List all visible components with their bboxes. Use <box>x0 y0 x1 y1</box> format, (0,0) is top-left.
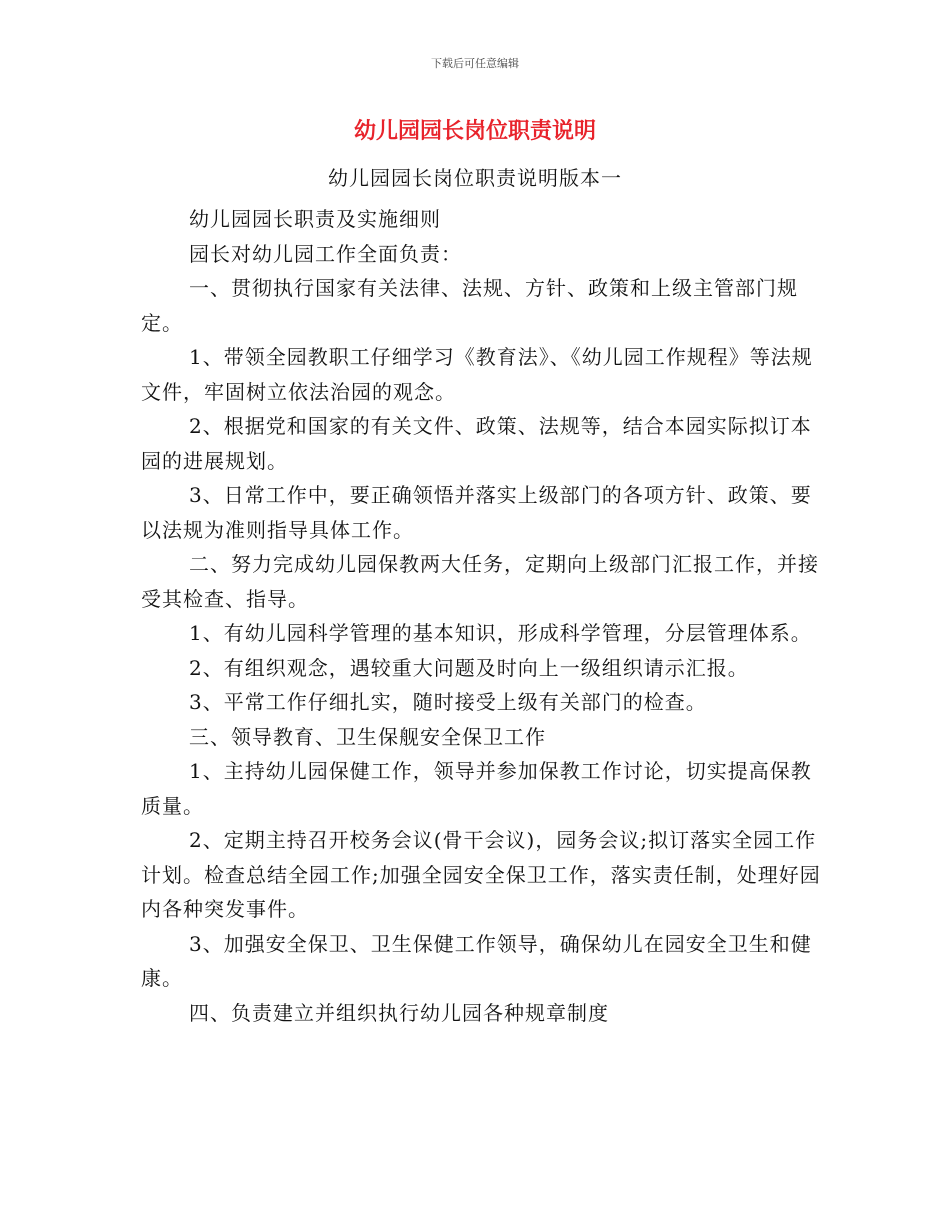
paragraph: 2、有组织观念，遇较重大问题及时向上一级组织请示汇报。 <box>189 655 749 680</box>
header-note: 下载后可任意编辑 <box>431 57 519 70</box>
paragraph: 四、负责建立并组织执行幼儿园各种规章制度 <box>189 1000 609 1025</box>
paragraph: 3、加强安全保卫、卫生保健工作领导，确保幼儿在园安全卫生和健康。 <box>141 931 812 990</box>
paragraph: 1、带领全园教职工仔细学习《教育法》、《幼儿园工作规程》等法规文件，牢固树立依法治园的观念。 <box>141 345 813 404</box>
paragraph: 3、平常工作仔细扎实，随时接受上级有关部门的检查。 <box>189 690 707 714</box>
paragraph: 二、努力完成幼儿园保教两大任务，定期向上级部门汇报工作，并接受其检查、指导。 <box>141 552 819 611</box>
paragraph: 一、贯彻执行国家有关法律、法规、方针、政策和上级主管部门规定。 <box>141 276 798 335</box>
paragraph: 园长对幼儿园工作全面负责： <box>189 241 462 266</box>
paragraph: 1、主持幼儿园保健工作，领导并参加保教工作讨论，切实提高保教质量。 <box>141 759 812 818</box>
paragraph: 三、领导教育、卫生保舰安全保卫工作 <box>189 724 546 749</box>
document-subtitle: 幼儿园园长岗位职责说明版本一 <box>328 166 622 190</box>
paragraph: 2、定期主持召开校务会议(骨干会议)，园务会议;拟订落实全园工作计划。检查总结全园工作;加强全园安全保卫工作，落实责任制，处理好园内各种突发事件。 <box>141 828 821 921</box>
document-title: 幼儿园园长岗位职责说明 <box>353 119 596 144</box>
document-body <box>141 202 821 1030</box>
paragraph: 2、根据党和国家的有关文件、政策、法规等，结合本园实际拟订本园的进展规划。 <box>141 414 812 473</box>
paragraph: 幼儿园园长职责及实施细则 <box>189 207 441 231</box>
paragraph: 1、有幼儿园科学管理的基本知识，形成科学管理，分层管理体系。 <box>189 621 812 645</box>
paragraph: 3、日常工作中，要正确领悟并落实上级部门的各项方针、政策、要以法规为准则指导具体工作。 <box>141 483 812 542</box>
